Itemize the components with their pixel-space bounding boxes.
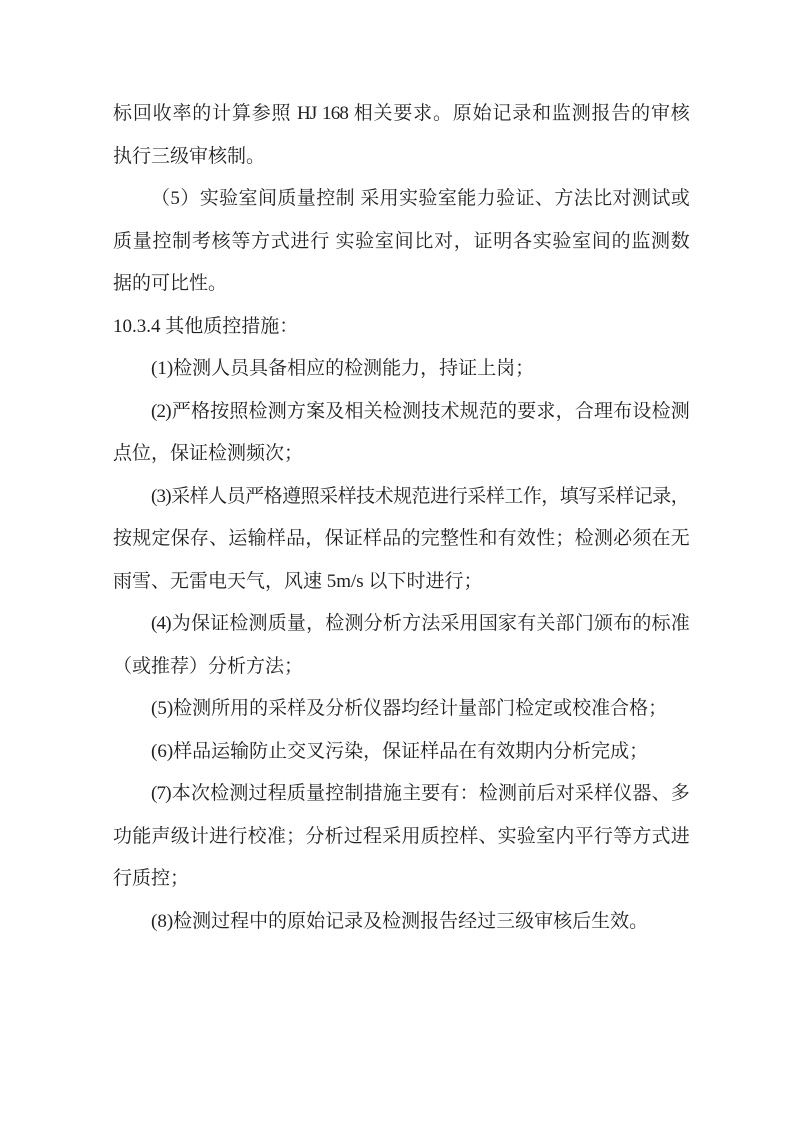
paragraph-line: 标回收率的计算参照 HJ 168 相关要求。原始记录和监测报告的审核 bbox=[113, 103, 689, 124]
paragraph-line: 行质控； bbox=[113, 868, 190, 889]
document-text-body bbox=[113, 93, 689, 943]
paragraph-line: （或推荐）分析方法； bbox=[113, 655, 304, 677]
section-heading: 10.3.4 其他质控措施： bbox=[113, 315, 299, 337]
list-item-5: (5)检测所用的采样及分析仪器均经计量部门检定或校准合格； bbox=[151, 698, 668, 719]
paragraph-line: 据的可比性。 bbox=[113, 273, 228, 294]
list-item-7: (7)本次检测过程质量控制措施主要有：检测前后对采样仪器、多 bbox=[151, 783, 689, 804]
list-item-5-lab-intercomparison: （5）实验室间质量控制 采用实验室能力验证、方法比对测试或 bbox=[151, 188, 689, 209]
paragraph-line: 点位，保证检测频次； bbox=[113, 443, 304, 464]
list-item-1: (1)检测人员具备相应的检测能力，持证上岗； bbox=[151, 358, 535, 379]
paragraph-line: 质量控制考核等方式进行 实验室间比对，证明各实验室间的监测数 bbox=[113, 230, 689, 252]
paragraph-line: 功能声级计进行校准；分析过程采用质控样、实验室内平行等方式进 bbox=[113, 825, 689, 847]
list-item-4: (4)为保证检测质量，检测分析方法采用国家有关部门颁布的标准 bbox=[151, 613, 689, 634]
list-item-6: (6)样品运输防止交叉污染，保证样品在有效期内分析完成； bbox=[151, 740, 649, 762]
paragraph-line: 执行三级审核制。 bbox=[113, 145, 266, 167]
list-item-8: (8)检测过程中的原始记录及检测报告经过三级审核后生效。 bbox=[151, 910, 649, 932]
paragraph-line: 雨雪、无雷电天气，风速 5m/s 以下时进行； bbox=[113, 570, 483, 592]
list-item-3: (3)采样人员严格遵照采样技术规范进行采样工作，填写采样记录， bbox=[151, 485, 689, 507]
list-item-2: (2)严格按照检测方案及相关检测技术规范的要求，合理布设检测 bbox=[151, 400, 689, 422]
paragraph-line: 按规定保存、运输样品，保证样品的完整性和有效性；检测必须在无 bbox=[113, 528, 689, 549]
